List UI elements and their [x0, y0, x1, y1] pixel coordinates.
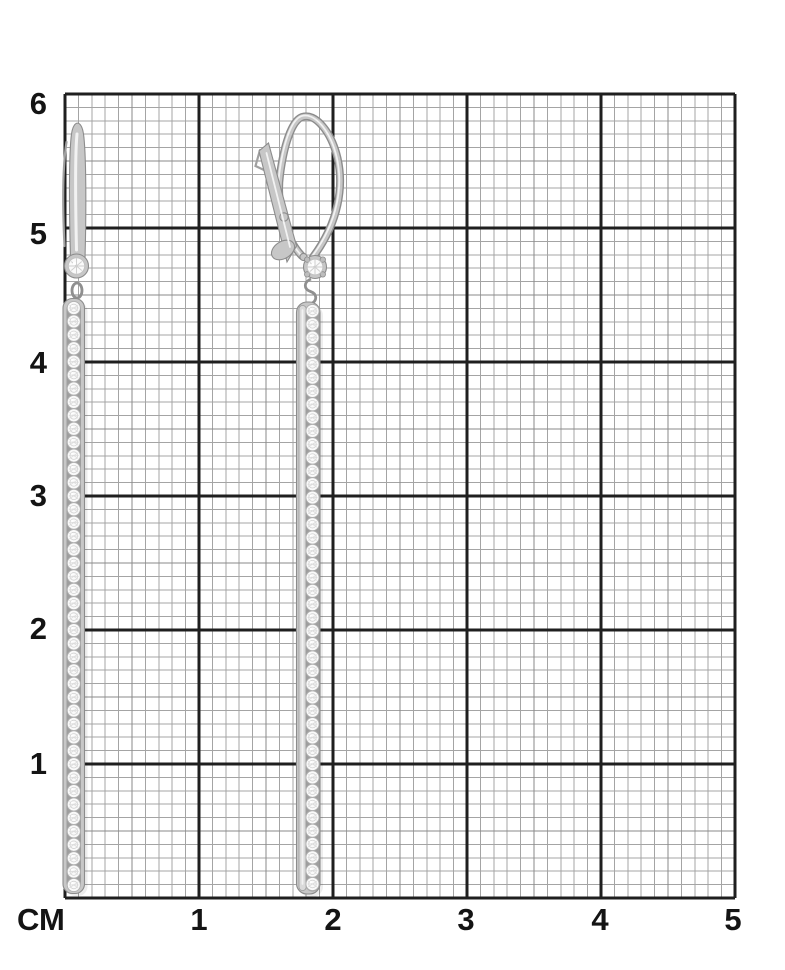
bar-stone: [67, 342, 80, 355]
bar-stone: [306, 744, 319, 757]
bar-stone: [67, 865, 80, 878]
bar-stone: [306, 504, 319, 517]
bar-stone: [306, 611, 319, 624]
bar-stone: [67, 462, 80, 475]
bar-stone: [306, 491, 319, 504]
bar-stone: [67, 315, 80, 328]
bar-stone: [306, 318, 319, 331]
bar-stone: [306, 464, 319, 477]
left-earring: [63, 123, 89, 896]
bar-stone: [306, 784, 319, 797]
bar-stone: [306, 598, 319, 611]
diamond-bar: [297, 302, 321, 894]
bar-stone: [67, 785, 80, 798]
bar-stone: [67, 328, 80, 341]
bar-stone: [67, 623, 80, 636]
y-axis-tick-3: 3: [29, 478, 47, 513]
bar-stone: [306, 544, 319, 557]
bar-stone: [67, 476, 80, 489]
bar-stone: [67, 650, 80, 663]
bar-stone: [306, 811, 319, 824]
bar-stone: [306, 331, 319, 344]
connector-link: [72, 283, 82, 298]
bar-stone: [306, 758, 319, 771]
bar-stone: [67, 301, 80, 314]
bar-stone: [306, 877, 319, 890]
x-axis-tick-3: 3: [457, 902, 475, 937]
bar-stone: [306, 837, 319, 850]
unit-label: СМ: [17, 902, 65, 937]
bar-stone: [306, 571, 319, 584]
bar-stone: [67, 677, 80, 690]
bar-stone: [306, 584, 319, 597]
bar-stone: [306, 424, 319, 437]
bar-stone: [67, 516, 80, 529]
bar-stone: [306, 411, 319, 424]
x-axis-tick-2: 2: [324, 902, 342, 937]
bar-stone: [306, 864, 319, 877]
bar-stone: [67, 570, 80, 583]
diamond-bar: [63, 299, 85, 894]
bar-stone: [306, 398, 319, 411]
bar-stone: [306, 518, 319, 531]
x-axis-tick-4: 4: [591, 902, 609, 937]
bar-stone: [306, 438, 319, 451]
bar-stone: [306, 691, 319, 704]
bar-stone: [306, 344, 319, 357]
bar-stone: [306, 531, 319, 544]
bar-stone: [67, 436, 80, 449]
bar-stone: [306, 851, 319, 864]
bar-stone: [306, 358, 319, 371]
bar-stone: [67, 744, 80, 757]
x-axis-tick-1: 1: [190, 902, 208, 937]
bar-stone: [67, 664, 80, 677]
bar-stone: [67, 691, 80, 704]
bar-stone: [306, 624, 319, 637]
bar-stone: [306, 718, 319, 731]
bar-stone: [67, 503, 80, 516]
bar-stone: [67, 838, 80, 851]
bar-stone: [67, 878, 80, 891]
right-earring: [256, 116, 341, 897]
bar-stone: [67, 355, 80, 368]
y-axis-tick-6: 6: [29, 86, 47, 121]
bar-stone: [67, 852, 80, 865]
s-link: [305, 279, 315, 304]
bar-stone: [67, 704, 80, 717]
bar-stone: [306, 478, 319, 491]
bar-stone: [67, 583, 80, 596]
y-axis-tick-1: 1: [29, 746, 47, 781]
bar-stone: [67, 597, 80, 610]
bar-stone: [67, 637, 80, 650]
bar-stone: [67, 717, 80, 730]
bar-stone: [67, 731, 80, 744]
bar-stone: [67, 825, 80, 838]
y-axis-tick-2: 2: [29, 611, 47, 646]
bar-stone: [67, 530, 80, 543]
bar-stone: [67, 798, 80, 811]
bar-stone: [306, 771, 319, 784]
bar-stone: [306, 824, 319, 837]
bar-stone: [67, 489, 80, 502]
bar-stone: [67, 556, 80, 569]
bar-stone: [306, 651, 319, 664]
bar-stone: [67, 449, 80, 462]
bar-stone: [67, 369, 80, 382]
y-axis-tick-5: 5: [29, 216, 47, 251]
bar-stone: [306, 731, 319, 744]
bar-stone: [306, 664, 319, 677]
bar-stone: [306, 371, 319, 384]
prong-diamond: [304, 256, 327, 279]
bar-stone: [306, 678, 319, 691]
bezel-diamond: [65, 254, 89, 278]
bar-stone: [306, 451, 319, 464]
hook-highlight: [76, 134, 77, 250]
bar-stone: [306, 638, 319, 651]
bar-stone: [67, 758, 80, 771]
bar-stone: [306, 797, 319, 810]
measurement-grid: [65, 94, 735, 898]
bar-stone: [67, 409, 80, 422]
bar-stone: [67, 771, 80, 784]
bar-stone: [306, 384, 319, 397]
bar-stone: [67, 382, 80, 395]
bar-stone: [67, 422, 80, 435]
bar-stone: [67, 543, 80, 556]
bar-stone: [306, 558, 319, 571]
bar-stone: [67, 811, 80, 824]
bar-stone: [306, 704, 319, 717]
bar-stone: [67, 610, 80, 623]
bar-stone: [306, 304, 319, 317]
y-axis-tick-4: 4: [29, 345, 47, 380]
bar-stone: [67, 395, 80, 408]
x-axis-tick-5: 5: [724, 902, 742, 937]
